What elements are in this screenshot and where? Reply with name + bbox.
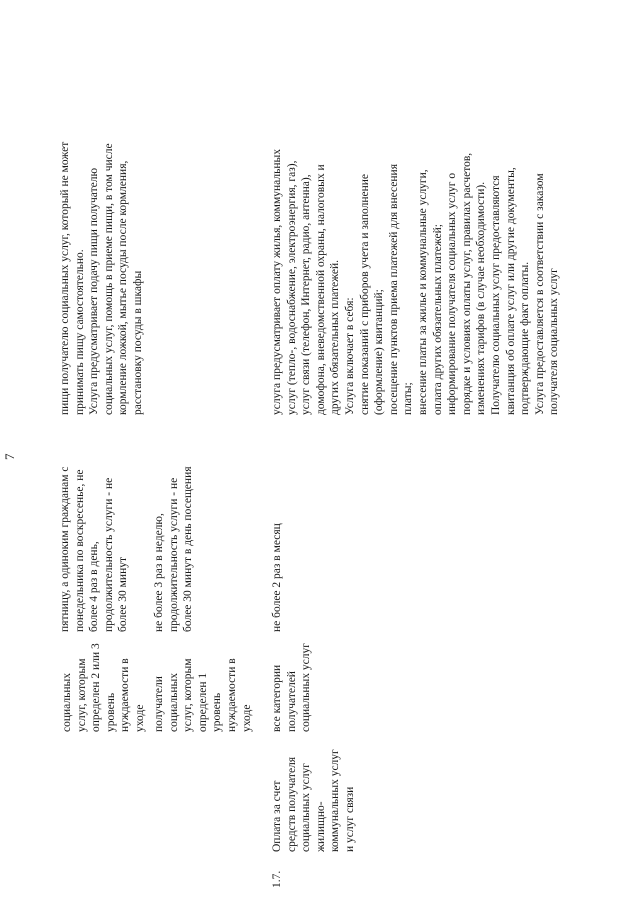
text-line: Услуга включает в себя:	[343, 297, 356, 415]
text-line: принимать пищу самостоятельно.	[73, 249, 86, 415]
text-line: оплата других обязательных платежей;	[431, 224, 444, 415]
text-line: внесение платы за жилье и коммунальные услуги,	[416, 169, 429, 415]
service-frequency-cell	[270, 523, 285, 632]
text-line: уровень	[211, 692, 224, 732]
text-line: более 30 минут в день посещения	[182, 466, 195, 632]
text-line: (оформление) квитанций;	[373, 289, 386, 415]
text-line: Услуга предусматривает подачу пищи получателю	[88, 167, 101, 415]
level1-frequency-cell	[152, 466, 196, 632]
text-line: социальных услуг	[300, 643, 313, 732]
text-line: кормление ложкой, мытье посуды после кормления,	[117, 160, 130, 415]
level1-category-cell	[152, 658, 254, 732]
row-number: 1.7.	[271, 870, 283, 888]
text-line: расстановку посуды в шкафы	[131, 270, 144, 415]
continuation-description-cell	[58, 142, 146, 415]
text-line: других обязательных платежей.	[329, 259, 342, 415]
text-line: услуг связи (телефон, Интернет, радио, антенна),	[300, 174, 313, 415]
text-line: нуждаемости в	[119, 658, 132, 732]
text-line: изменениях тарифов (в случае необходимости).	[475, 181, 488, 415]
text-line: определен 1	[196, 672, 209, 732]
text-line: домофона, вневедомственной охраны, налоговых и	[314, 164, 327, 415]
service-category-cell	[270, 643, 314, 732]
text-line: определен 2 или 3	[90, 643, 103, 732]
text-line: жилищно-	[314, 801, 327, 852]
text-line: уходе	[133, 704, 146, 732]
text-line: и услуг связи	[343, 786, 356, 852]
text-line: порядке и условиях оплаты услуг, правилах расчетов,	[460, 152, 473, 415]
text-line: пищи получателю социальных услуг, который не может	[59, 141, 71, 415]
text-line: услуг, которым	[182, 658, 195, 732]
text-line: посещение пунктов приема платежей для внесения	[387, 164, 400, 415]
text-line: уходе	[240, 704, 253, 732]
text-line: услуга предусматривает оплату жилья, коммунальных	[271, 149, 283, 415]
text-line: получателей	[285, 671, 298, 732]
text-line: все категории	[271, 664, 283, 732]
text-line: Получателю социальных услуг предоставляются	[489, 175, 502, 415]
text-line: более 30 минут	[117, 556, 130, 632]
text-line: продолжительность услуги - не	[167, 477, 180, 632]
text-line: услуг (тепло-, водоснабжение, электроэнергия, газ),	[285, 160, 298, 415]
text-line: более 4 раз в день,	[88, 541, 101, 632]
text-line: снятие показаний с приборов учета и заполнение	[358, 173, 371, 415]
text-line: информирование получателя социальных услуг о	[446, 172, 459, 415]
text-line: получатели	[153, 676, 165, 732]
service-name-cell	[270, 749, 358, 852]
text-line: социальных	[167, 673, 180, 732]
text-line: социальных услуг, помощь в приеме пищи, в том числе	[102, 143, 115, 415]
text-line: пятницу, а одиноким гражданам с	[59, 466, 71, 632]
text-line: социальных услуг	[300, 763, 313, 852]
continuation-frequency-cell	[58, 467, 131, 632]
service-description-cell	[270, 149, 562, 415]
text-line: Услуга предоставляется в соответствии с заказом	[533, 173, 546, 415]
text-line: платы;	[402, 382, 415, 415]
text-line: продолжительность услуги - не	[102, 477, 115, 632]
text-line: средств получателя	[285, 756, 298, 852]
text-line: понедельника по воскресенье, не	[73, 469, 86, 632]
text-line: услуг, которым	[75, 658, 88, 732]
text-line: квитанция об оплате услуг или другие документы,	[504, 167, 517, 415]
text-line: коммунальных услуг	[329, 749, 342, 852]
text-line: подтверждающие факт оплаты.	[519, 261, 532, 415]
text-line: социальных	[61, 673, 73, 732]
text-line: уровень	[104, 692, 117, 732]
continuation-category-cell	[60, 643, 148, 732]
text-line: нуждаемости в	[225, 658, 238, 732]
text-line: не более 3 раз в неделю,	[153, 513, 165, 632]
text-line: получателя социальных услуг	[548, 268, 561, 415]
text-line: не более 2 раз в месяц	[271, 523, 283, 632]
page-number: 7	[2, 453, 17, 460]
text-line: Оплата за счет	[271, 780, 283, 852]
